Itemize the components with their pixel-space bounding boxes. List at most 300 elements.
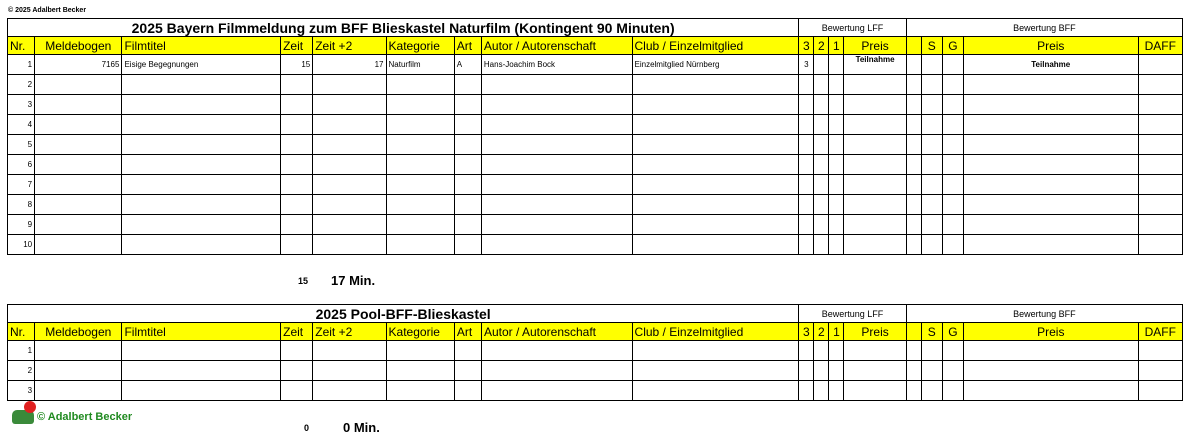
col-autor: Autor / Autorenschaft bbox=[481, 37, 632, 55]
col-preis-bff: Preis bbox=[963, 323, 1138, 341]
row-zeit bbox=[281, 195, 313, 215]
row-autor bbox=[481, 195, 632, 215]
row-kategorie bbox=[386, 95, 454, 115]
row-s bbox=[921, 341, 942, 361]
col-kategorie: Kategorie bbox=[386, 37, 454, 55]
row-daff bbox=[1138, 155, 1182, 175]
row-blank bbox=[906, 155, 921, 175]
row-s bbox=[921, 215, 942, 235]
row-blank bbox=[906, 75, 921, 95]
row-s bbox=[921, 361, 942, 381]
table-row bbox=[8, 215, 1183, 235]
row-autor bbox=[481, 215, 632, 235]
row-club bbox=[632, 135, 799, 155]
row-wertung-1 bbox=[829, 75, 844, 95]
row-g bbox=[942, 195, 963, 215]
row-nr: 10 bbox=[8, 235, 35, 255]
row-wertung-2 bbox=[814, 235, 829, 255]
col-2: 2 bbox=[814, 323, 829, 341]
row-club bbox=[632, 215, 799, 235]
row-nr: 7 bbox=[8, 175, 35, 195]
row-preis-bff bbox=[963, 95, 1138, 115]
row-zeit2 bbox=[313, 135, 386, 155]
row-art bbox=[454, 155, 481, 175]
row-blank bbox=[906, 195, 921, 215]
row-wertung-3 bbox=[799, 215, 814, 235]
row-g bbox=[942, 235, 963, 255]
row-preis bbox=[844, 235, 906, 255]
row-filmtitel bbox=[122, 195, 281, 215]
row-art bbox=[454, 235, 481, 255]
row-nr: 6 bbox=[8, 155, 35, 175]
col-3: 3 bbox=[799, 323, 814, 341]
row-club bbox=[632, 235, 799, 255]
row-zeit2 bbox=[313, 361, 386, 381]
row-meldebogen bbox=[35, 135, 122, 155]
row-zeit2 bbox=[313, 215, 386, 235]
col-daff: DAFF bbox=[1138, 37, 1182, 55]
row-meldebogen bbox=[35, 195, 122, 215]
row-wertung-1 bbox=[829, 215, 844, 235]
row-meldebogen bbox=[35, 115, 122, 135]
row-meldebogen bbox=[35, 155, 122, 175]
row-wertung-2 bbox=[814, 155, 829, 175]
row-preis bbox=[844, 155, 906, 175]
row-zeit bbox=[281, 115, 313, 135]
row-zeit bbox=[281, 341, 313, 361]
table-row bbox=[8, 341, 1183, 361]
row-preis-bff bbox=[963, 215, 1138, 235]
row-preis-bff bbox=[963, 175, 1138, 195]
row-nr: 8 bbox=[8, 195, 35, 215]
row-meldebogen: 7165 bbox=[35, 55, 122, 75]
row-zeit2: 17 bbox=[313, 55, 386, 75]
table1-header-row bbox=[8, 37, 1183, 55]
row-kategorie bbox=[386, 115, 454, 135]
row-wertung-1 bbox=[829, 361, 844, 381]
row-art bbox=[454, 135, 481, 155]
row-nr: 9 bbox=[8, 215, 35, 235]
col-g: G bbox=[942, 37, 963, 55]
row-blank bbox=[906, 361, 921, 381]
row-kategorie bbox=[386, 341, 454, 361]
row-wertung-3 bbox=[799, 341, 814, 361]
row-zeit bbox=[281, 155, 313, 175]
row-blank bbox=[906, 215, 921, 235]
row-art bbox=[454, 195, 481, 215]
row-daff bbox=[1138, 135, 1182, 155]
col-1: 1 bbox=[829, 37, 844, 55]
row-art bbox=[454, 175, 481, 195]
row-club bbox=[632, 95, 799, 115]
row-wertung-3 bbox=[799, 95, 814, 115]
row-preis bbox=[844, 135, 906, 155]
row-kategorie bbox=[386, 135, 454, 155]
row-wertung-1 bbox=[829, 235, 844, 255]
footer-logo bbox=[12, 410, 132, 424]
col-club: Club / Einzelmitglied bbox=[632, 37, 799, 55]
row-wertung-1 bbox=[829, 115, 844, 135]
row-s bbox=[921, 135, 942, 155]
row-blank bbox=[906, 175, 921, 195]
row-art bbox=[454, 95, 481, 115]
table2-total-zeit: 0 bbox=[304, 423, 310, 433]
row-art bbox=[454, 75, 481, 95]
row-blank bbox=[906, 381, 921, 401]
row-nr: 5 bbox=[8, 135, 35, 155]
table-row bbox=[8, 115, 1183, 135]
row-s bbox=[921, 381, 942, 401]
row-kategorie: Naturfilm bbox=[386, 55, 454, 75]
row-nr: 3 bbox=[8, 95, 35, 115]
row-autor bbox=[481, 235, 632, 255]
row-preis bbox=[844, 95, 906, 115]
row-g bbox=[942, 175, 963, 195]
row-preis-bff bbox=[963, 341, 1138, 361]
row-daff bbox=[1138, 215, 1182, 235]
row-s bbox=[921, 95, 942, 115]
row-filmtitel bbox=[122, 381, 281, 401]
row-filmtitel bbox=[122, 135, 281, 155]
row-art bbox=[454, 361, 481, 381]
row-g bbox=[942, 155, 963, 175]
row-zeit2 bbox=[313, 381, 386, 401]
col-filmtitel: Filmtitel bbox=[122, 37, 281, 55]
col-blank bbox=[906, 323, 921, 341]
row-wertung-3 bbox=[799, 361, 814, 381]
row-wertung-2 bbox=[814, 361, 829, 381]
row-wertung-3 bbox=[799, 135, 814, 155]
table1-total-minutes: 17 Min. bbox=[331, 273, 376, 288]
row-daff bbox=[1138, 175, 1182, 195]
row-wertung-2 bbox=[814, 381, 829, 401]
row-wertung-1 bbox=[829, 195, 844, 215]
row-wertung-2 bbox=[814, 215, 829, 235]
row-art: A bbox=[454, 55, 481, 75]
col-daff: DAFF bbox=[1138, 323, 1182, 341]
row-zeit bbox=[281, 75, 313, 95]
row-club bbox=[632, 155, 799, 175]
row-filmtitel: Eisige Begegnungen bbox=[122, 55, 281, 75]
copyright-note: © 2025 Adalbert Becker bbox=[8, 7, 87, 14]
row-meldebogen bbox=[35, 235, 122, 255]
footer-logo-text: © Adalbert Becker bbox=[37, 411, 133, 423]
table-row bbox=[8, 55, 1183, 75]
row-preis bbox=[844, 115, 906, 135]
row-zeit bbox=[281, 361, 313, 381]
row-preis bbox=[844, 361, 906, 381]
row-meldebogen bbox=[35, 175, 122, 195]
row-meldebogen bbox=[35, 75, 122, 95]
row-nr: 1 bbox=[8, 341, 35, 361]
row-zeit: 15 bbox=[281, 55, 313, 75]
row-g bbox=[942, 381, 963, 401]
row-preis-bff bbox=[963, 195, 1138, 215]
row-wertung-2 bbox=[814, 135, 829, 155]
row-zeit2 bbox=[313, 115, 386, 135]
row-blank bbox=[906, 341, 921, 361]
row-daff bbox=[1138, 55, 1182, 75]
row-wertung-3 bbox=[799, 155, 814, 175]
row-wertung-3 bbox=[799, 235, 814, 255]
row-preis bbox=[844, 381, 906, 401]
col-nr: Nr. bbox=[8, 323, 35, 341]
row-wertung-3 bbox=[799, 381, 814, 401]
row-autor bbox=[481, 175, 632, 195]
row-preis-bff bbox=[963, 381, 1138, 401]
row-g bbox=[942, 341, 963, 361]
col-nr: Nr. bbox=[8, 37, 35, 55]
col-preis-bff: Preis bbox=[963, 37, 1138, 55]
row-autor bbox=[481, 135, 632, 155]
row-meldebogen bbox=[35, 341, 122, 361]
col-meldebogen: Meldebogen bbox=[35, 323, 122, 341]
row-autor bbox=[481, 155, 632, 175]
row-kategorie bbox=[386, 381, 454, 401]
row-autor bbox=[481, 95, 632, 115]
row-wertung-1 bbox=[829, 381, 844, 401]
row-club bbox=[632, 195, 799, 215]
row-autor bbox=[481, 361, 632, 381]
row-s bbox=[921, 175, 942, 195]
col-1: 1 bbox=[829, 323, 844, 341]
row-g bbox=[942, 55, 963, 75]
row-wertung-1 bbox=[829, 95, 844, 115]
row-g bbox=[942, 135, 963, 155]
row-wertung-3 bbox=[799, 195, 814, 215]
row-club: Einzelmitglied Nürnberg bbox=[632, 55, 799, 75]
row-zeit2 bbox=[313, 235, 386, 255]
row-daff bbox=[1138, 361, 1182, 381]
table-row bbox=[8, 135, 1183, 155]
row-filmtitel bbox=[122, 75, 281, 95]
row-art bbox=[454, 115, 481, 135]
row-wertung-2 bbox=[814, 341, 829, 361]
row-wertung-1 bbox=[829, 155, 844, 175]
row-wertung-1 bbox=[829, 341, 844, 361]
car-logo-icon bbox=[12, 410, 34, 424]
row-preis-bff bbox=[963, 115, 1138, 135]
table1-total-zeit: 15 bbox=[298, 276, 309, 286]
col-autor: Autor / Autorenschaft bbox=[481, 323, 632, 341]
row-preis: Teilnahme bbox=[844, 55, 906, 75]
row-blank bbox=[906, 55, 921, 75]
row-daff bbox=[1138, 235, 1182, 255]
col-g: G bbox=[942, 323, 963, 341]
row-kategorie bbox=[386, 215, 454, 235]
col-s: S bbox=[921, 323, 942, 341]
row-autor bbox=[481, 381, 632, 401]
row-wertung-3 bbox=[799, 75, 814, 95]
row-preis bbox=[844, 341, 906, 361]
row-club bbox=[632, 381, 799, 401]
row-wertung-2 bbox=[814, 115, 829, 135]
table-row bbox=[8, 175, 1183, 195]
col-kategorie: Kategorie bbox=[386, 323, 454, 341]
table1-bewertung-lff: Bewertung LFF bbox=[799, 19, 906, 37]
film-table-pool bbox=[7, 304, 1183, 401]
table1-title: 2025 Bayern Filmmeldung zum BFF Blieskastel Naturfilm (Kontingent 90 Minuten) bbox=[8, 19, 799, 37]
col-meldebogen: Meldebogen bbox=[35, 37, 122, 55]
col-art: Art bbox=[454, 37, 481, 55]
col-zeit2: Zeit +2 bbox=[313, 37, 386, 55]
row-zeit2 bbox=[313, 195, 386, 215]
col-zeit2: Zeit +2 bbox=[313, 323, 386, 341]
row-wertung-2 bbox=[814, 55, 829, 75]
row-blank bbox=[906, 95, 921, 115]
row-s bbox=[921, 235, 942, 255]
row-zeit bbox=[281, 175, 313, 195]
table2-bewertung-lff: Bewertung LFF bbox=[799, 305, 906, 323]
row-autor bbox=[481, 115, 632, 135]
row-meldebogen bbox=[35, 95, 122, 115]
row-nr: 4 bbox=[8, 115, 35, 135]
row-club bbox=[632, 341, 799, 361]
row-kategorie bbox=[386, 235, 454, 255]
row-kategorie bbox=[386, 155, 454, 175]
row-nr: 2 bbox=[8, 361, 35, 381]
row-wertung-3 bbox=[799, 115, 814, 135]
row-daff bbox=[1138, 381, 1182, 401]
row-s bbox=[921, 115, 942, 135]
row-g bbox=[942, 95, 963, 115]
row-s bbox=[921, 195, 942, 215]
col-3: 3 bbox=[799, 37, 814, 55]
row-zeit bbox=[281, 235, 313, 255]
film-table-naturfilm bbox=[7, 18, 1183, 255]
row-wertung-3: 3 bbox=[799, 55, 814, 75]
row-art bbox=[454, 381, 481, 401]
row-wertung-2 bbox=[814, 175, 829, 195]
row-wertung-1 bbox=[829, 55, 844, 75]
table-row bbox=[8, 361, 1183, 381]
row-s bbox=[921, 55, 942, 75]
row-wertung-2 bbox=[814, 195, 829, 215]
row-filmtitel bbox=[122, 175, 281, 195]
row-preis-bff bbox=[963, 235, 1138, 255]
row-s bbox=[921, 75, 942, 95]
row-blank bbox=[906, 135, 921, 155]
row-zeit2 bbox=[313, 341, 386, 361]
row-g bbox=[942, 361, 963, 381]
row-preis-bff bbox=[963, 361, 1138, 381]
table-row bbox=[8, 195, 1183, 215]
row-filmtitel bbox=[122, 341, 281, 361]
col-zeit: Zeit bbox=[281, 323, 313, 341]
col-2: 2 bbox=[814, 37, 829, 55]
row-blank bbox=[906, 115, 921, 135]
row-filmtitel bbox=[122, 235, 281, 255]
table-row bbox=[8, 155, 1183, 175]
row-s bbox=[921, 155, 942, 175]
row-wertung-2 bbox=[814, 95, 829, 115]
row-filmtitel bbox=[122, 115, 281, 135]
row-nr: 2 bbox=[8, 75, 35, 95]
col-club: Club / Einzelmitglied bbox=[632, 323, 799, 341]
row-kategorie bbox=[386, 195, 454, 215]
col-zeit: Zeit bbox=[281, 37, 313, 55]
table2-bewertung-bff: Bewertung BFF bbox=[906, 305, 1182, 323]
row-blank bbox=[906, 235, 921, 255]
table-row bbox=[8, 235, 1183, 255]
table-row bbox=[8, 95, 1183, 115]
row-preis bbox=[844, 75, 906, 95]
row-wertung-2 bbox=[814, 75, 829, 95]
row-filmtitel bbox=[122, 361, 281, 381]
row-zeit2 bbox=[313, 155, 386, 175]
row-kategorie bbox=[386, 75, 454, 95]
table-row bbox=[8, 381, 1183, 401]
row-zeit bbox=[281, 215, 313, 235]
table1-bewertung-bff: Bewertung BFF bbox=[906, 19, 1182, 37]
row-wertung-3 bbox=[799, 175, 814, 195]
col-s: S bbox=[921, 37, 942, 55]
row-zeit2 bbox=[313, 75, 386, 95]
row-autor bbox=[481, 341, 632, 361]
row-art bbox=[454, 215, 481, 235]
row-zeit bbox=[281, 381, 313, 401]
table2-title: 2025 Pool-BFF-Blieskastel bbox=[8, 305, 799, 323]
row-daff bbox=[1138, 341, 1182, 361]
row-filmtitel bbox=[122, 95, 281, 115]
row-autor bbox=[481, 75, 632, 95]
row-meldebogen bbox=[35, 361, 122, 381]
table2-header-row bbox=[8, 323, 1183, 341]
row-filmtitel bbox=[122, 155, 281, 175]
row-daff bbox=[1138, 115, 1182, 135]
col-preis: Preis bbox=[844, 323, 906, 341]
col-blank bbox=[906, 37, 921, 55]
row-preis bbox=[844, 215, 906, 235]
row-autor: Hans-Joachim Bock bbox=[481, 55, 632, 75]
row-daff bbox=[1138, 195, 1182, 215]
row-club bbox=[632, 115, 799, 135]
row-preis-bff bbox=[963, 135, 1138, 155]
col-art: Art bbox=[454, 323, 481, 341]
row-preis bbox=[844, 175, 906, 195]
row-filmtitel bbox=[122, 215, 281, 235]
row-preis-bff bbox=[963, 75, 1138, 95]
row-g bbox=[942, 75, 963, 95]
table-row bbox=[8, 75, 1183, 95]
row-meldebogen bbox=[35, 215, 122, 235]
row-zeit bbox=[281, 95, 313, 115]
row-kategorie bbox=[386, 361, 454, 381]
row-club bbox=[632, 75, 799, 95]
row-club bbox=[632, 175, 799, 195]
row-g bbox=[942, 215, 963, 235]
row-zeit bbox=[281, 135, 313, 155]
row-g bbox=[942, 115, 963, 135]
row-daff bbox=[1138, 95, 1182, 115]
row-preis-bff bbox=[963, 155, 1138, 175]
row-daff bbox=[1138, 75, 1182, 95]
row-preis-bff: Teilnahme bbox=[963, 55, 1138, 75]
row-kategorie bbox=[386, 175, 454, 195]
col-filmtitel: Filmtitel bbox=[122, 323, 281, 341]
row-nr: 1 bbox=[8, 55, 35, 75]
row-preis bbox=[844, 195, 906, 215]
row-zeit2 bbox=[313, 175, 386, 195]
col-preis: Preis bbox=[844, 37, 906, 55]
table2-total-minutes: 0 Min. bbox=[343, 420, 380, 435]
row-nr: 3 bbox=[8, 381, 35, 401]
row-wertung-1 bbox=[829, 135, 844, 155]
row-meldebogen bbox=[35, 381, 122, 401]
row-art bbox=[454, 341, 481, 361]
row-zeit2 bbox=[313, 95, 386, 115]
row-wertung-1 bbox=[829, 175, 844, 195]
